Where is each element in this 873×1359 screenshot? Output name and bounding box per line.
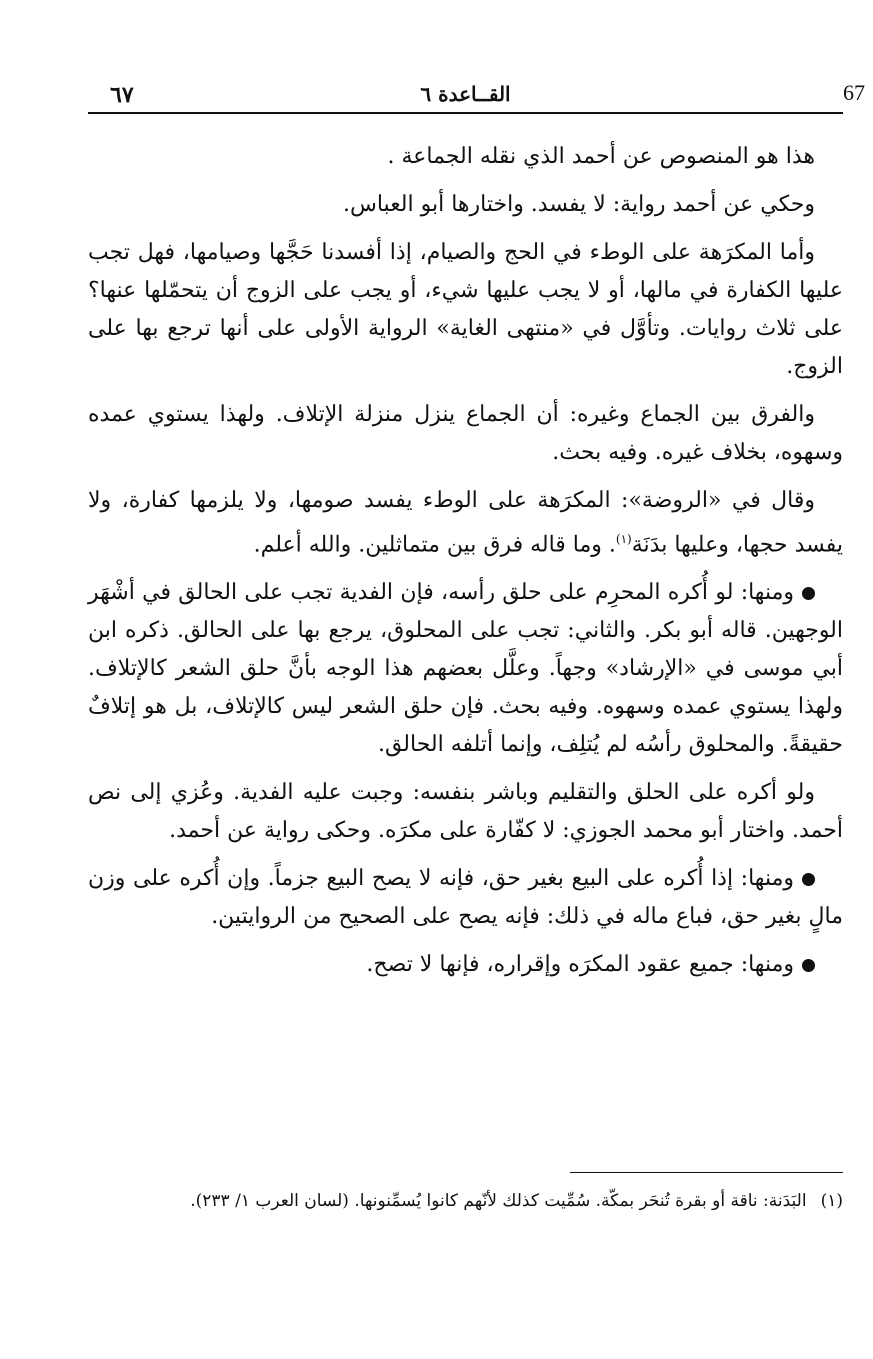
- page-number-arabic: ٦٧: [110, 82, 134, 108]
- bullet-icon: [802, 959, 815, 972]
- bullet-icon: [802, 587, 815, 600]
- paragraph-9: ومنها: جميع عقود المكرَه وإقراره، فإنها لا تصح.: [88, 946, 843, 984]
- footnote-number: (١): [820, 1191, 843, 1211]
- footnote-reference[interactable]: (١): [615, 532, 632, 546]
- footnote-text: البَدَنة: ناقة أو بقرة تُنحَر بمكّة. سُمِّيت كذلك لأنّهم كانوا يُسمِّنونها. (لسان العرب ١/ ٢٣٣).: [190, 1191, 807, 1211]
- page-number-latin: 67: [843, 80, 865, 105]
- paragraph-3: وأما المكرَهة على الوطء في الحج والصيام، إذا أفسدنا حَجَّها وصيامها، فهل تجب عليها الكفارة في مالها، أو لا يجب عليها شيء، أو يجب على الزوج أن يتحمّلها عنها؟ على ثلاث روايات. وتأوَّل في «منتهى الغاية» الرواية الأولى على أنها ترجع بها على الزوج.: [88, 240, 843, 379]
- main-text: [88, 138, 843, 994]
- paragraph-6: ومنها: لو أُكره المحرِم على حلق رأسه، فإن الفدية تجب على الحالق في أشْهَر الوجهين. قاله أبو بكر. والثاني: تجب على المحلوق، يرجع بها على الحالق. ذكره ابن أبي موسى في «الإرشاد» وجهاً. وعلَّل بعضهم هذا الوجه بأنَّ حلق الشعر كالإتلاف. ولهذا يستوي عمده وسهوه. وفيه بحث. فإن حلق الشعر ليس كالإتلاف، بل هو إتلافٌ حقيقةً. والمحلوق رأسُه لم يُتلِف، وإنما أتلفه الحالق.: [88, 580, 843, 758]
- paragraph-2: وحكي عن أحمد رواية: لا يفسد. واختارها أبو العباس.: [343, 192, 815, 217]
- bullet-icon: [802, 873, 815, 886]
- page-header: [88, 78, 865, 114]
- footnote: [88, 1186, 843, 1216]
- paragraph-1: هذا هو المنصوص عن أحمد الذي نقله الجماعة .: [387, 144, 815, 169]
- paragraph-8: ومنها: إذا أُكره على البيع بغير حق، فإنه لا يصح البيع جزماً. وإن أُكره على وزن مالٍ بغير حق، فباع ماله في ذلك: فإنه يصح على الصحيح من الروايتين.: [88, 866, 843, 930]
- paragraph-7: ولو أكره على الحلق والتقليم وباشر بنفسه: وجبت عليه الفدية. وعُزي إلى نص أحمد. واختار أبو محمد الجوزي: لا كفّارة على مكرَه. وحكى رواية عن أحمد.: [88, 780, 843, 844]
- footnote-divider: [570, 1172, 843, 1173]
- running-title: القــاعدة ٦: [420, 82, 511, 106]
- paragraph-5: وقال في «الروضة»: المكرَهة على الوطء يفسد صومها، ولا يلزمها كفارة، ولا يفسد حجها، وعليها بدَنَة$^{(١)}$. وما قاله فرق بين متماثلين. والله أعلم.: [88, 488, 843, 558]
- paragraph-4: والفرق بين الجماع وغيره: أن الجماع ينزل منزلة الإتلاف. ولهذا يستوي عمده وسهوه، بخلاف غيره. وفيه بحث.: [88, 402, 843, 465]
